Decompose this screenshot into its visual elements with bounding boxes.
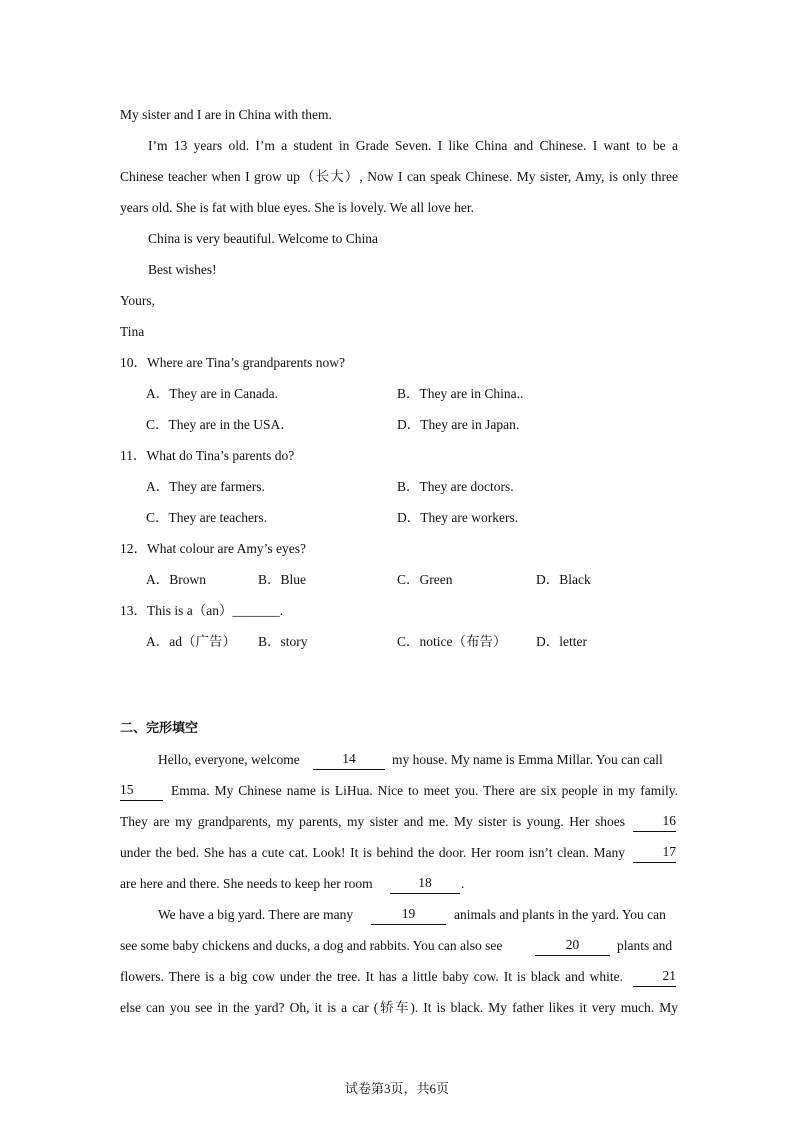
option-c[interactable]: C．notice（布告） — [397, 634, 507, 649]
option-c[interactable]: C．They are in the USA． — [146, 417, 294, 432]
question-options — [120, 502, 678, 533]
cloze-line — [120, 806, 678, 837]
option-c[interactable]: C．Green — [397, 572, 453, 587]
cloze-line — [120, 868, 678, 899]
option-d[interactable]: D．Black — [536, 572, 591, 587]
blank-17[interactable]: 17 — [633, 842, 676, 863]
section-title: 二、完形填空 — [120, 721, 199, 736]
question-options — [120, 564, 678, 595]
cloze-text: else can you see in the yard? Oh, it is a car (轿车). It is black. My father likes it very much. My — [120, 1000, 678, 1015]
question-stem: 13．This is a（an）_______. — [120, 603, 284, 618]
option-a[interactable]: A．They are farmers. — [146, 479, 265, 494]
cloze-text: They are my grandparents, my parents, my sister and me. My sister is young. Her shoes — [120, 814, 625, 829]
cloze-text: see some baby chickens and ducks, a dog and rabbits. You can also see — [120, 938, 503, 953]
question-options — [120, 378, 678, 409]
question-stem: 12．What colour are Amy’s eyes? — [120, 541, 306, 556]
letter-signature: Tina — [120, 324, 145, 339]
cloze-text: my house. My name is Emma Millar. You can call — [392, 752, 663, 767]
letter-line: I’m 13 years old. I’m a student in Grade Seven. I like China and Chinese. I want to be a — [148, 138, 678, 153]
cloze-text: are here and there. She needs to keep her room — [120, 876, 373, 891]
cloze-text: . — [461, 876, 465, 891]
letter-line: China is very beautiful. Welcome to China — [148, 231, 378, 246]
cloze-text: under the bed. She has a cute cat. Look! It is behind the door. Her room isn’t clean. Many — [120, 845, 625, 860]
cloze-line — [120, 837, 678, 868]
blank-16[interactable]: 16 — [633, 811, 676, 832]
option-a[interactable]: A．They are in Canada. — [146, 386, 278, 401]
option-d[interactable]: D．They are workers. — [397, 510, 519, 525]
cloze-text: animals and plants in the yard. You can — [454, 907, 666, 922]
cloze-line — [120, 899, 678, 930]
cloze-line — [120, 775, 678, 806]
letter-line: My sister and I are in China with them. — [120, 107, 332, 122]
option-d[interactable]: D．letter — [536, 634, 587, 649]
question-options — [120, 409, 678, 440]
option-a[interactable]: A．ad（广告） — [146, 634, 236, 649]
letter-line: Chinese teacher when I grow up（长大）, Now I can speak Chinese. My sister, Amy, is only three — [120, 169, 678, 184]
question-options — [120, 626, 678, 657]
blank-21[interactable]: 21 — [633, 966, 676, 987]
cloze-text: plants and — [617, 938, 673, 953]
question-options — [120, 471, 678, 502]
cloze-line — [120, 744, 678, 775]
blank-18[interactable]: 18 — [390, 873, 460, 894]
option-b[interactable]: B．story — [258, 634, 308, 649]
cloze-line — [120, 961, 678, 992]
cloze-text: We have a big yard. There are many — [158, 907, 354, 922]
letter-closing: Best wishes! — [148, 262, 217, 277]
cloze-line — [120, 992, 678, 1023]
question-stem: 10．Where are Tina’s grandparents now? — [120, 355, 345, 370]
blank-19[interactable]: 19 — [371, 904, 446, 925]
section-spacer — [120, 657, 678, 713]
exam-page — [120, 99, 678, 1023]
option-a[interactable]: A．Brown — [146, 572, 206, 587]
option-b[interactable]: B．Blue — [258, 572, 307, 587]
letter-line: years old. She is fat with blue eyes. She is lovely. We all love her. — [120, 200, 474, 215]
cloze-text: flowers. There is a big cow under the tree. It has a little baby cow. It is black and white. — [120, 969, 623, 984]
option-b[interactable]: B．They are in China.. — [397, 386, 524, 401]
question-stem: 11．What do Tina’s parents do? — [120, 448, 295, 463]
option-b[interactable]: B．They are doctors. — [397, 479, 514, 494]
option-c[interactable]: C．They are teachers. — [146, 510, 268, 525]
cloze-text: Emma. My Chinese name is LiHua. Nice to meet you. There are six people in my family. — [171, 783, 678, 798]
cloze-line — [120, 930, 678, 961]
blank-20[interactable]: 20 — [535, 935, 610, 956]
blank-14[interactable]: 14 — [313, 749, 385, 770]
option-d[interactable]: D．They are in Japan. — [397, 417, 520, 432]
page-footer: 试卷第3页，共6页 — [344, 1081, 449, 1096]
cloze-text: Hello, everyone, welcome — [158, 752, 300, 767]
blank-15[interactable]: 15 — [120, 780, 163, 801]
letter-signoff: Yours, — [120, 293, 156, 308]
